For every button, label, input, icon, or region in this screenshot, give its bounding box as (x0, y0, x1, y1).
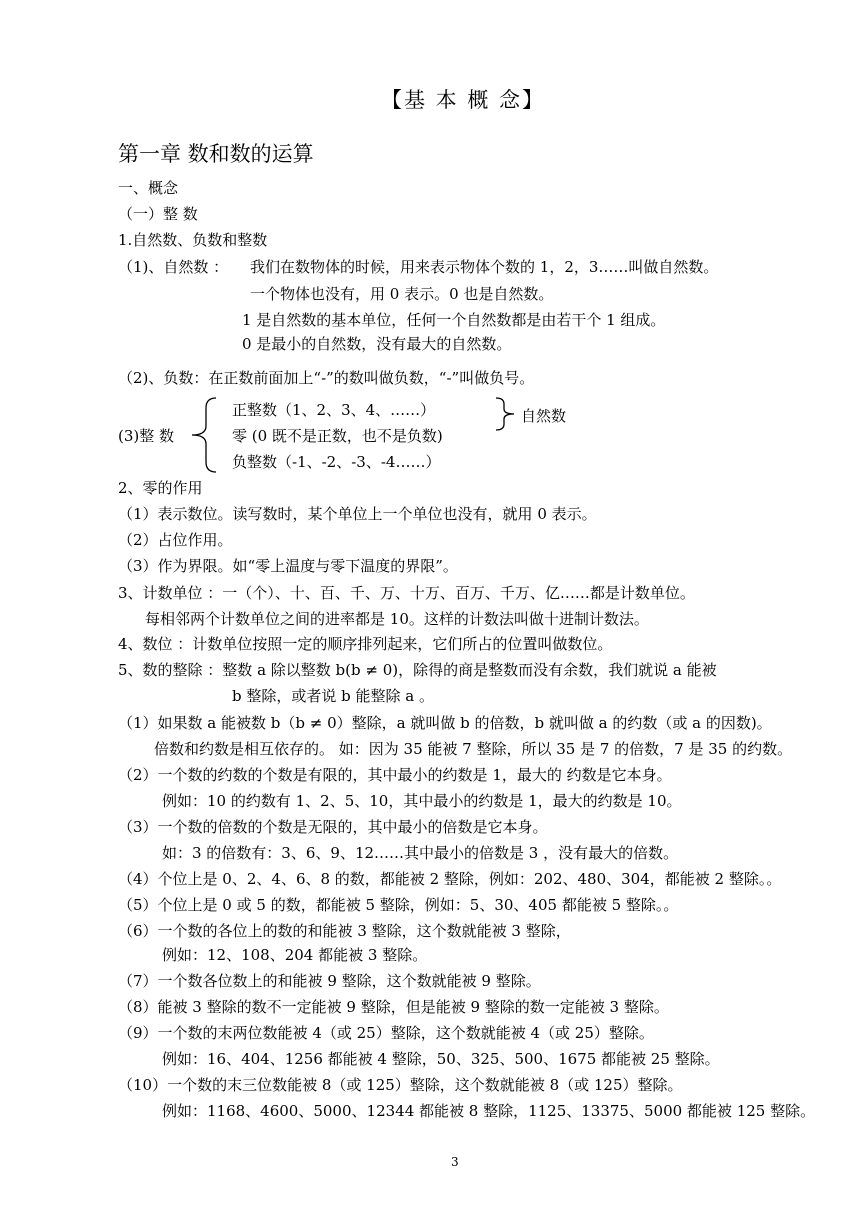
list-item: （5）个位上是 0 或 5 的数，都能被 5 整除，例如：5、30、405 都能被 5 整除。。 (118, 896, 679, 914)
negative-number-def: （2)、负数：在正数前面加上“-”的数叫做负数，“-”叫做负号。 (118, 369, 535, 387)
list-item-continuation: 例如：12、108、204 都能被 3 整除。 (162, 946, 428, 964)
list-item: （7）一个数各位数上的和能被 9 整除，这个数就能被 9 整除。 (118, 972, 541, 990)
list-item: （2）一个数的约数的个数是有限的，其中最小的约数是 1，最大的 约数是它本身。 (118, 766, 672, 784)
natural-number-label: （1)、自然数 ： (118, 258, 229, 276)
page-number: 3 (451, 1155, 459, 1169)
list-item: （2）占位作用。 (118, 531, 233, 549)
list-item-continuation: 例如：1168、4600、5000、12344 都能被 8 整除，1125、13375、5000 都能被 125 整除。 (162, 1102, 816, 1120)
subsection-heading: （一）整 数 (118, 205, 198, 223)
list-item: （3）一个数的倍数的个数是无限的，其中最小的倍数是它本身。 (118, 818, 548, 836)
list-item-continuation: 例如：10 的约数有 1、2、5、10，其中最小的约数是 1，最大的约数是 10。 (162, 792, 682, 810)
list-item: （10）一个数的末三位数能被 8（或 125）整除，这个数就能被 8（或 125）整除。 (118, 1076, 683, 1094)
right-brace-icon (494, 396, 516, 432)
list-item: （4）个位上是 0、2、4、6、8 的数，都能被 2 整除，例如：202、480、304，都能被 2 整除。。 (118, 870, 782, 888)
list-item-continuation: 例如：16、404、1256 都能被 4 整除，50、325、500、1675 都能被 25 整除。 (162, 1050, 720, 1068)
left-brace-icon (188, 396, 218, 474)
list-item: （1）如果数 a 能被数 b（b ≠ 0）整除，a 就叫做 b 的倍数，b 就叫做 a 的约数（或 a 的因数)。 (118, 714, 772, 732)
negative-integer-item: 负整数（-1、-2、-3、-4……） (232, 453, 441, 471)
topic-heading: 2、零的作用 (118, 479, 203, 497)
natural-number-line: 一个物体也没有，用 0 表示。0 也是自然数。 (250, 285, 554, 303)
section-heading: 一、概念 (118, 179, 179, 197)
list-item: （8）能被 3 整除的数不一定能被 9 整除，但是能被 9 整除的数一定能被 3 整除。 (118, 998, 669, 1016)
list-item: （3）作为界限。如“零上温度与零下温度的界限”。 (118, 557, 458, 575)
natural-number-def: 我们在数物体的时候，用来表示物体个数的 1，2，3……叫做自然数。 (250, 258, 719, 276)
page-title: 【基 本 概 念】 (381, 88, 546, 112)
paragraph-line: b 整除，或者说 b 能整除 a 。 (232, 687, 434, 705)
list-item: （1）表示数位。读写数时，某个单位上一个单位也没有，就用 0 表示。 (118, 505, 597, 523)
topic-heading: 5、数的整除 ：整数 a 除以整数 b(b ≠ 0)，除得的商是整数而没有余数，我们就说 a 能被 (118, 661, 717, 679)
topic-heading: 4、数位 ：计数单位按照一定的顺序排列起来，它们所占的位置叫做数位。 (118, 635, 613, 653)
zero-item: 零 (0 既不是正数，也不是负数) (232, 427, 443, 445)
positive-integer-item: 正整数（1、2、3、4、……） (232, 401, 436, 419)
chapter-title: 第一章 数和数的运算 (118, 142, 314, 166)
integer-label: (3)整 数 (118, 427, 175, 445)
natural-number-group-label: 自然数 (521, 407, 567, 425)
paragraph-line: 每相邻两个计数单位之间的进率都是 10。这样的计数法叫做十进制计数法。 (145, 610, 649, 628)
natural-number-line: 1 是自然数的基本单位，任何一个自然数都是由若干个 1 组成。 (242, 311, 666, 329)
list-item: （6）一个数的各位上的数的和能被 3 整除，这个数就能被 3 整除， (118, 922, 571, 940)
list-item-continuation: 如：3 的倍数有：3、6、9、12……其中最小的倍数是 3 ，没有最大的倍数。 (162, 844, 679, 862)
topic-heading: 3、计数单位 ：一（个）、十、百、千、万、十万、百万、千万、亿……都是计数单位。 (118, 584, 695, 602)
topic-heading: 1.自然数、负数和整数 (118, 231, 268, 249)
natural-number-line: 0 是最小的自然数，没有最大的自然数。 (242, 335, 512, 353)
list-item-continuation: 倍数和约数是相互依存的。 如：因为 35 能被 7 整除，所以 35 是 7 的倍数，7 是 35 的约数。 (154, 740, 793, 758)
list-item: （9）一个数的末两位数能被 4（或 25）整除，这个数就能被 4（或 25）整除。 (118, 1024, 654, 1042)
